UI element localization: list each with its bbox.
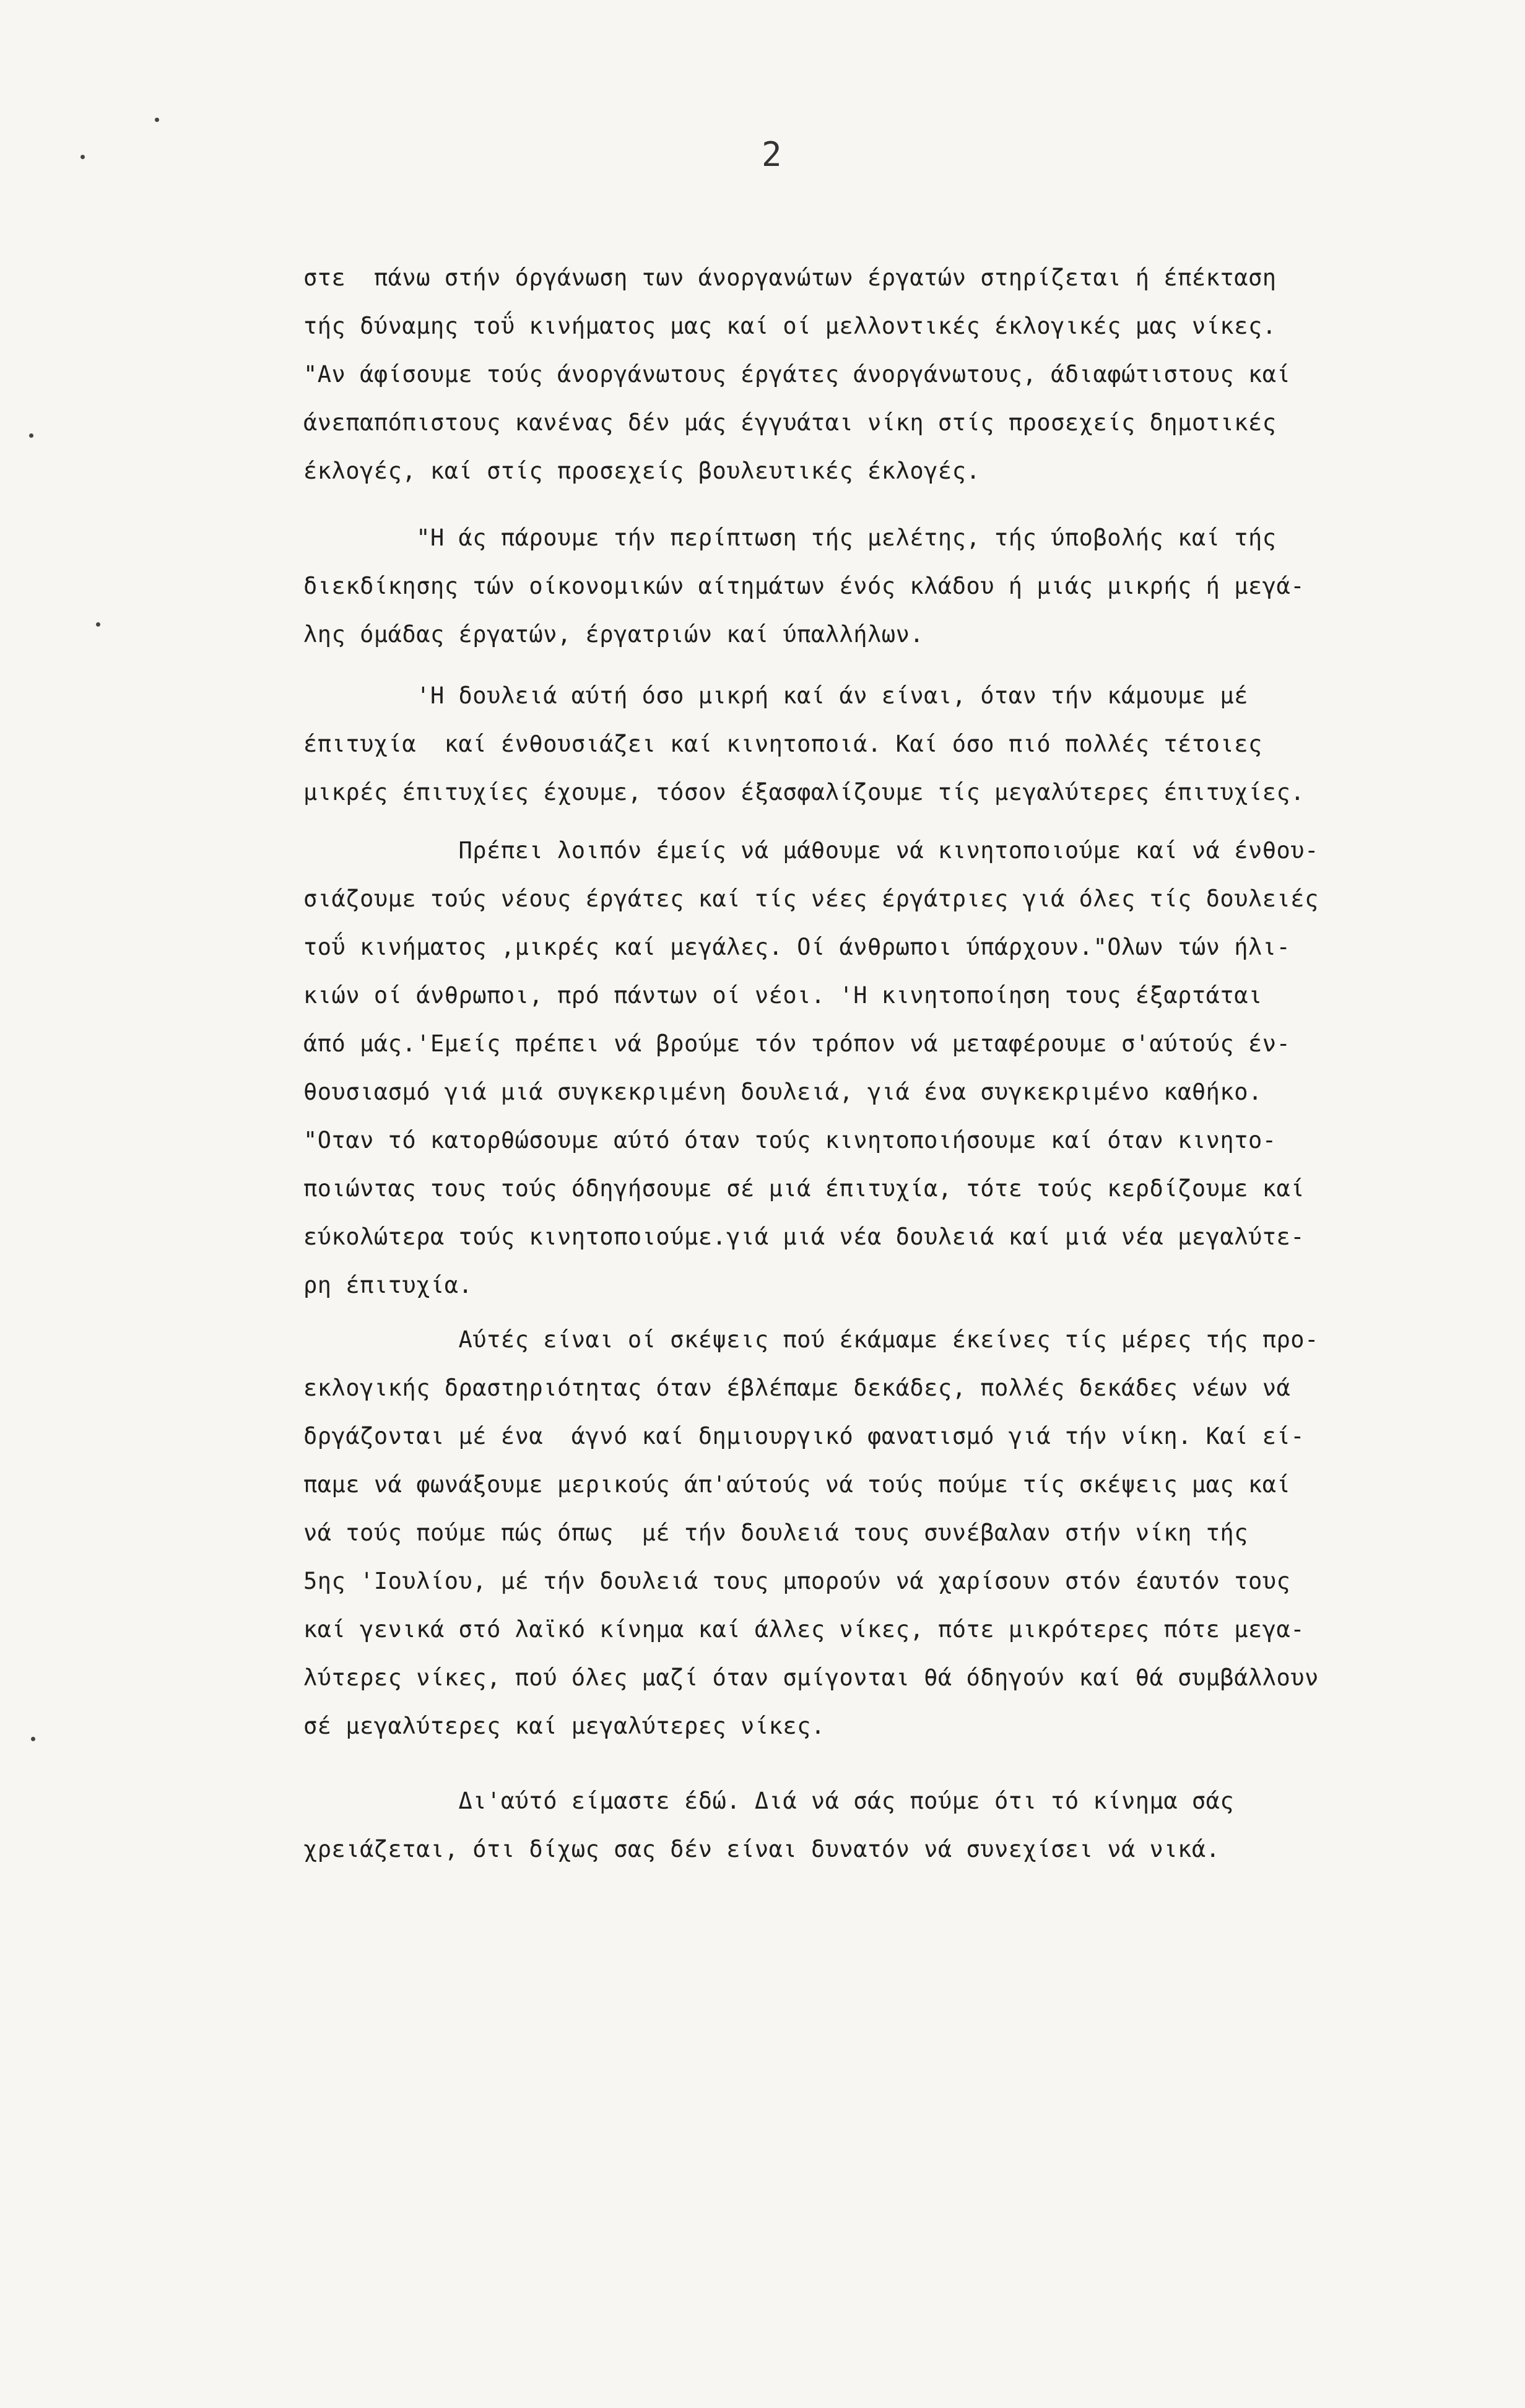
scan-speck	[155, 118, 159, 122]
scan-speck	[29, 433, 33, 438]
scan-speck	[31, 1737, 35, 1741]
text-line: άπό μάς.'Εμείς πρέπει νά βρούμε τόν τρόπον νά μεταφέρουμε σ'αύτούς έν-	[303, 1030, 1291, 1057]
paragraph-4	[303, 827, 1517, 1310]
text-line: λύτερες νίκες, πού όλες μαζί όταν σμίγονται θά όδηγούν καί θά συμβάλλουν	[303, 1664, 1319, 1691]
text-line: έκλογές, καί στίς προσεχείς βουλευτικές έκλογές.	[303, 458, 981, 484]
text-line: στε πάνω στήν όργάνωση των άνοργανώτων έργατών στηρίζεται ή έπέκταση	[303, 264, 1277, 291]
scan-speck	[96, 622, 100, 627]
text-line: τοΰ κινήματος ,μικρές καί μεγάλες. Οί άνθρωποι ύπάρχουν."Ολων τών ήλι-	[303, 934, 1291, 960]
paragraph-2	[303, 514, 1517, 659]
text-line: 'Η δουλειά αύτή όσο μικρή καί άν είναι, όταν τήν κάμουμε μέ	[303, 682, 1248, 709]
text-line: εκλογικής δραστηριότητας όταν έβλέπαμε δεκάδες, πολλές δεκάδες νέων νά	[303, 1375, 1291, 1401]
text-line: "Η άς πάρουμε τήν περίπτωση τής μελέτης, τής ύποβολής καί τής	[303, 524, 1277, 551]
text-line: νά τούς πούμε πώς όπως μέ τήν δουλειά τους συνέβαλαν στήν νίκη τής	[303, 1519, 1248, 1546]
paragraph-3	[303, 672, 1517, 817]
page-number: 2	[762, 135, 782, 174]
text-line: άνεπαπόπιστους κανένας δέν μάς έγγυάται νίκη στίς προσεχείς δημοτικές	[303, 409, 1277, 436]
text-line: σέ μεγαλύτερες καί μεγαλύτερες νίκες.	[303, 1713, 825, 1739]
paragraph-1	[303, 254, 1517, 495]
text-line: θουσιασμό γιά μιά συγκεκριμένη δουλειά, γιά ένα συγκεκριμένο καθήκο.	[303, 1079, 1262, 1105]
text-line: έπιτυχία καί ένθουσιάζει καί κινητοποιά. Καί όσο πιό πολλές τέτοιες	[303, 731, 1262, 757]
scan-speck	[80, 155, 85, 159]
text-line: "Οταν τό κατορθώσουμε αύτό όταν τούς κινητοποιήσουμε καί όταν κινητο-	[303, 1127, 1277, 1154]
text-line: κιών οί άνθρωποι, πρό πάντων οί νέοι. 'Η κινητοποίηση τους έξαρτάται	[303, 982, 1262, 1009]
text-line: σιάζουμε τούς νέους έργάτες καί τίς νέες έργάτριες γιά όλες τίς δουλειές	[303, 885, 1319, 912]
text-line: 5ης 'Ιουλίου, μέ τήν δουλειά τους μπορούν νά χαρίσουν στόν έαυτόν τους	[303, 1568, 1291, 1594]
paragraph-6	[303, 1777, 1517, 1874]
text-line: λης όμάδας έργατών, έργατριών καί ύπαλλήλων.	[303, 621, 924, 648]
text-line: Αύτές είναι οί σκέψεις πού έκάμαμε έκείνες τίς μέρες τής προ-	[303, 1326, 1319, 1353]
text-line: ποιώντας τους τούς όδηγήσουμε σέ μιά έπιτυχία, τότε τούς κερδίζουμε καί	[303, 1175, 1305, 1202]
text-line: τής δύναμης τοΰ κινήματος μας καί οί μελλοντικές έκλογικές μας νίκες.	[303, 313, 1277, 339]
text-line: Πρέπει λοιπόν έμείς νά μάθουμε νά κινητοποιούμε καί νά ένθου-	[303, 837, 1319, 864]
text-line: δργάζονται μέ ένα άγνό καί δημιουργικό φανατισμό γιά τήν νίκη. Καί εί-	[303, 1423, 1305, 1450]
text-line: παμε νά φωνάξουμε μερικούς άπ'αύτούς νά τούς πούμε τίς σκέψεις μας καί	[303, 1471, 1291, 1498]
text-line: διεκδίκησης τών οίκονομικών αίτημάτων ένός κλάδου ή μιάς μικρής ή μεγά-	[303, 573, 1305, 599]
text-line: χρειάζεται, ότι δίχως σας δέν είναι δυνατόν νά συνεχίσει νά νικά.	[303, 1836, 1220, 1863]
paragraph-5	[303, 1316, 1517, 1750]
text-line: καί γενικά στό λαϊκό κίνημα καί άλλες νίκες, πότε μικρότερες πότε μεγα-	[303, 1616, 1305, 1643]
text-line: ρη έπιτυχία.	[303, 1272, 473, 1298]
text-line: Δι'αύτό είμαστε έδώ. Διά νά σάς πούμε ότι τό κίνημα σάς	[303, 1788, 1235, 1814]
text-line: μικρές έπιτυχίες έχουμε, τόσον έξασφαλίζουμε τίς μεγαλύτερες έπιτυχίες.	[303, 779, 1305, 806]
text-line: "Αν άφίσουμε τούς άνοργάνωτους έργάτες άνοργάνωτους, άδιαφώτιστους καί	[303, 361, 1291, 388]
text-line: εύκολώτερα τούς κινητοποιούμε.γιά μιά νέα δουλειά καί μιά νέα μεγαλύτε-	[303, 1224, 1305, 1250]
